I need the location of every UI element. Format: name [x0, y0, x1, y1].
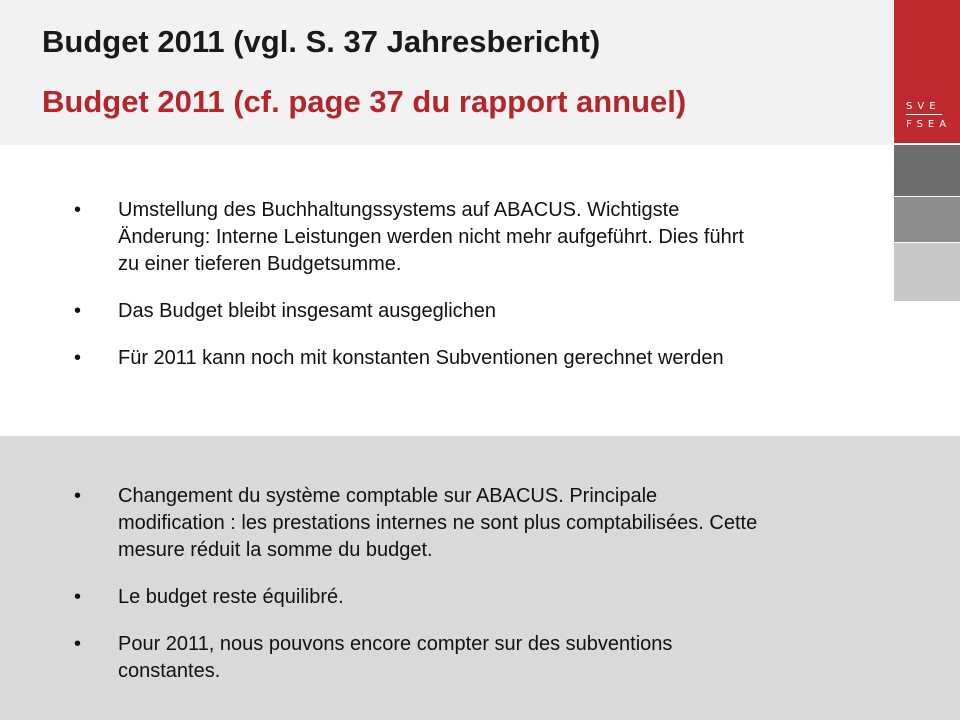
logo — [894, 90, 960, 143]
logo-line-1: SVE — [906, 101, 941, 112]
bullet-icon: • — [74, 586, 82, 608]
header-band — [0, 0, 893, 145]
list-item-text: Umstellung des Buchhaltungssystems auf ABACUS. Wichtigste Änderung: Interne Leistungen werden nicht mehr aufgeführt. Dies führt zu einer tieferen Budgetsumme. — [118, 199, 744, 275]
side-light-block — [894, 243, 960, 301]
list-item-text: Le budget reste équilibré. — [118, 586, 344, 608]
list-item — [0, 197, 760, 278]
bullet-icon: • — [74, 199, 82, 221]
page-title-french: Budget 2011 (cf. page 37 du rapport annuel) — [42, 84, 687, 119]
list-item-text: Pour 2011, nous pouvons encore compter sur des subventions constantes. — [118, 633, 673, 682]
list-item-text: Changement du système comptable sur ABACUS. Principale modification : les prestations internes ne sont plus comptabilisées. Cette mesure réduit la somme du budget. — [118, 485, 758, 561]
german-bullet-list — [0, 197, 760, 392]
logo-divider — [906, 114, 942, 115]
bullet-icon: • — [74, 485, 82, 507]
list-item — [0, 631, 760, 685]
logo-line-2: FSEA — [906, 119, 952, 130]
side-dark-block — [894, 145, 960, 196]
bullet-icon: • — [74, 633, 82, 655]
list-item — [0, 298, 760, 325]
side-red-block — [894, 0, 960, 90]
side-mid-block — [894, 197, 960, 242]
list-item — [0, 483, 760, 564]
bullet-icon: • — [74, 347, 82, 369]
list-item-text: Für 2011 kann noch mit konstanten Subventionen gerechnet werden — [118, 347, 724, 369]
french-bullet-list — [0, 483, 760, 705]
page-title-german: Budget 2011 (vgl. S. 37 Jahresbericht) — [42, 24, 601, 59]
list-item — [0, 584, 760, 611]
list-item-text: Das Budget bleibt insgesamt ausgeglichen — [118, 300, 497, 322]
bullet-icon: • — [74, 300, 82, 322]
list-item — [0, 345, 760, 372]
